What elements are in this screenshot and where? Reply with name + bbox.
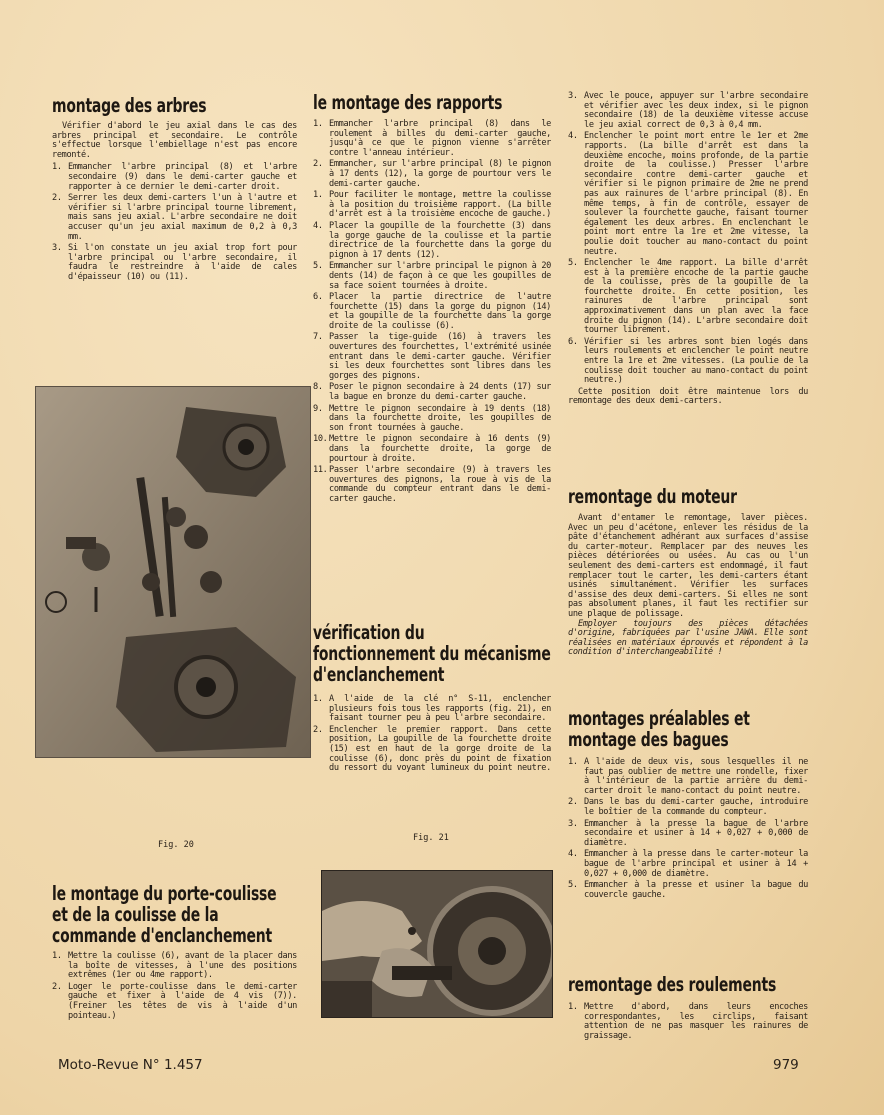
list-item: 3. Emmancher à la presse la bague de l'arbre secondaire et usiner à 14 + 0,027 + 0,000 de diamètre. — [568, 818, 808, 848]
list-item: 1. Mettre d'abord, dans leurs encoches correspondantes, les circlips, faisant attention de ne pas masquer les rainures de graissage. — [568, 1002, 808, 1041]
gearbox-hand-photo — [322, 871, 552, 1017]
figure-20-caption: Fig. 20 — [158, 840, 194, 850]
section-verification — [313, 620, 551, 776]
figure-21-caption: Fig. 21 — [413, 833, 449, 843]
section-intro: Vérifier d'abord le jeu axial dans le cas des arbres principal et secondaire. Le contrôle s'effectue lorsque l'embiellage n'est pas encore remonté. — [52, 121, 297, 160]
section-title-line-1: montages préalables et — [568, 707, 750, 730]
magazine-footer: Moto-Revue N° 1.457 — [58, 1057, 203, 1073]
section-montage-rapports — [313, 90, 551, 507]
list-item: 2. Serrer les deux demi-carters l'un à l'autre et vérifier si l'arbre principal tourne librement, mais sans jeu axial. L'arbre secondaire ne doit accuser qu'un jeu axial maximum de 0,2 à 0,3 mm. — [52, 193, 297, 242]
step-list — [568, 92, 808, 386]
list-item: 3. Si l'on constate un jeu axial trop fort pour l'arbre principal ou l'arbre secondaire, il faudra le restreindre à l'aide de cales d'épaisseur (10) ou (11). — [52, 243, 297, 282]
section-montage-porte-coulisse — [52, 881, 297, 1023]
section-title: montage des arbres — [52, 94, 207, 117]
section-title: remontage des roulements — [568, 973, 777, 996]
section-title-line-2: fonctionnement du mécanisme — [313, 642, 551, 665]
list-item: 2. Enclencher le premier rapport. Dans cette position, La goupille de la fourchette droite (15) est en haut de la gorge droite de la coulisse (6), donc près du point de fixation du ressort du voyant lumineux du point neutre. — [313, 724, 551, 774]
section-remontage-roulements — [568, 972, 808, 1043]
section-title-line-2: montage des bagues — [568, 728, 729, 751]
section-remontage-moteur — [568, 484, 808, 658]
list-item: 5. Emmancher sur l'arbre principal le pignon à 20 dents (14) de façon à ce que les goupilles de sa face soient tournées à droite. — [313, 261, 551, 291]
list-item: 5. Enclencher le 4me rapport. La bille d'arrêt est à la première encoche de la partie gauche de la coulisse, près de la goupille de la fourchette droite. En cette position, les rainures de l'arbre principal sont approximativement dans un plan avec la face droite du pignon (14). L'arbre secondaire doit tourner librement. — [568, 258, 808, 336]
list-item: 2. Emmancher, sur l'arbre principal (8) le pignon à 17 dents (12), la gorge de pourtour vers le demi-carter gauche. — [313, 159, 551, 189]
list-item: 4. Emmancher à la presse dans le carter-moteur la bague de l'arbre principal et usiner à 14 + 0,027 + 0,000 de diamètre. — [568, 849, 808, 879]
section-title-line-1: vérification du — [313, 621, 425, 644]
list-item: 7. Passer la tige-guide (16) à travers les ouvertures des fourchettes, l'extrémité usinée entrant dans le demi-carter gauche. Vérifier si les deux fourchettes sont libres dans les gorges des pignons. — [313, 332, 551, 381]
step-list — [568, 758, 808, 900]
list-item: 1. Emmancher l'arbre principal (8) et l'arbre secondaire (9) dans le demi-carter gauche et rapporter à ce dernier le demi-carter droit. — [52, 162, 297, 192]
section-montage-arbres — [52, 93, 297, 285]
section-continuation — [568, 92, 808, 407]
list-item: 4. Placer la goupille de la fourchette (3) dans la gorge gauche de la coulisse et la partie directrice de la fourchette dans la gorge du pignon à 17 dents (12). — [313, 220, 551, 260]
figure-21-photo — [321, 870, 553, 1018]
step-list — [313, 695, 551, 774]
list-item: 6. Vérifier si les arbres sont bien logés dans leurs roulements et enclencher le point neutre entre la 1re et 2me vitesses. (La poulie de la coulisse doit toucher au mano-contact du point neutre.) — [568, 336, 808, 386]
section-title-line-3: d'enclanchement — [313, 663, 445, 686]
list-item: 2. Loger le porte-coulisse dans le demi-carter gauche et fixer à l'aide de 4 vis (7)). (Freiner les têtes de vis à l'aide d'un pointeau.) — [52, 981, 297, 1021]
list-item: 9. Mettre le pignon secondaire à 19 dents (18) dans la fourchette droite, les goupilles de son front tournées à gauche. — [313, 403, 551, 433]
section-outro: Cette position doit être maintenue lors du remontage des deux demi-carters. — [568, 386, 808, 407]
list-item: 1. Mettre la coulisse (6), avant de la placer dans la boîte de vitesses, à l'une des positions extrêmes (1er ou 4me rapport). — [52, 951, 297, 981]
section-title-line-2: et de la coulisse de la — [52, 903, 219, 926]
list-item: 11. Passer l'arbre secondaire (9) à travers les ouvertures des pignons, la roue à vis de la commande du compteur entrant dans le demi-carter gauche. — [313, 465, 551, 504]
exploded-gearbox-illustration — [36, 387, 310, 757]
list-item: 2. Dans le bas du demi-carter gauche, introduire le boîtier de la commande du compteur. — [568, 797, 808, 817]
list-item: 5. Emmancher à la presse et usiner la bague du couvercle gauche. — [568, 880, 808, 900]
step-list — [568, 1003, 808, 1041]
step-list — [52, 163, 297, 282]
step-list — [52, 952, 297, 1021]
list-item: 10. Mettre le pignon secondaire à 16 dents (9) dans la fourchette droite, la gorge de pourtour à droite. — [313, 434, 551, 464]
section-montages-prealables — [568, 706, 808, 902]
list-item: 8. Poser le pignon secondaire à 24 dents (17) sur la bague en bronze du demi-carter gauche. — [313, 382, 551, 403]
list-item: 1. Pour faciliter le montage, mettre la coulisse à la position du troisième rapport. (La bille d'arrêt est à la troisième encoche de gauche.) — [313, 190, 551, 220]
page-number: 979 — [773, 1057, 799, 1073]
paragraph: Avant d'entamer le remontage, laver pièces. Avec un peu d'acétone, enlever les résidus de la pâte d'étanchement adhérant aux surfaces d'assise du carter-moteur. Remplacer par des neuves les pièces détériorées ou usées. Au cas ou l'un seulement des demi-carters est endommagé, il faut remplacer tout le carter, les demi-carters étant usinés simultanément. Vérifier les surfaces d'assise des deux demi-carters. Si elles ne sont pas absolument planes, il faut les rectifier sur une plaque de polissage. — [568, 513, 808, 619]
section-title: remontage du moteur — [568, 485, 737, 508]
list-item: 1. Emmancher l'arbre principal (8) dans le roulement à billes du demi-carter gauche, jusqu'à ce que le pignon vienne s'arrêter contre l'anneau intérieur. — [313, 119, 551, 158]
list-item: 6. Placer la partie directrice de l'autre fourchette (15) dans la gorge du pignon (14) et la goupille de la fourchette dans la gorge droite de la coulisse (6). — [313, 292, 551, 331]
figure-20-exploded-view — [35, 386, 311, 758]
paragraph-italic: Employer toujours des pièces détachées d'origine, fabriquées par l'usine JAWA. Elle sont réalisées en matériaux éprouvés et répondent à la condition d'interchangeabilité ! — [568, 618, 808, 658]
list-item: 1. A l'aide de la clé n° S-11, enclencher plusieurs fois tous les rapports (fig. 21), en faisant tourner peu à peu l'arbre secondaire. — [313, 694, 551, 724]
list-item: 3. Avec le pouce, appuyer sur l'arbre secondaire et vérifier avec les deux index, si le pignon secondaire (18) de la deuxième vitesse accuse le jeu axial correct de 0,3 à 0,4 mm. — [568, 91, 808, 130]
list-item: 4. Enclencher le point mort entre le 1er et 2me rapports. (La bille d'arrêt est dans la deuxième encoche, moins profonde, de la partie droite de la coulisse.) Presser l'arbre secondaire contre demi-carter gauche et vérifier si le pignon primaire de 2me ne prend pas aux rainures de l'arbre principal (8). En même temps, à fin de contrôle, essayer de soulever la fourchette gauche, faisant tourner également les deux arbres. En enclenchant le point mort entre la 1re et 2me vitesse, la poulie doit toucher au mano-contact du point neutre. — [568, 131, 808, 257]
section-title-line-3: commande d'enclanchement — [52, 924, 273, 947]
list-item: 1. A l'aide de deux vis, sous lesquelles il ne faut pas oublier de mettre une rondelle, fixer à l'intérieur de la partie arrière du demi-carter droit le mano-contact du point neutre. — [568, 757, 808, 796]
step-list — [313, 120, 551, 505]
section-title-line-1: le montage du porte-coulisse — [52, 882, 277, 905]
section-title: le montage des rapports — [313, 91, 503, 114]
